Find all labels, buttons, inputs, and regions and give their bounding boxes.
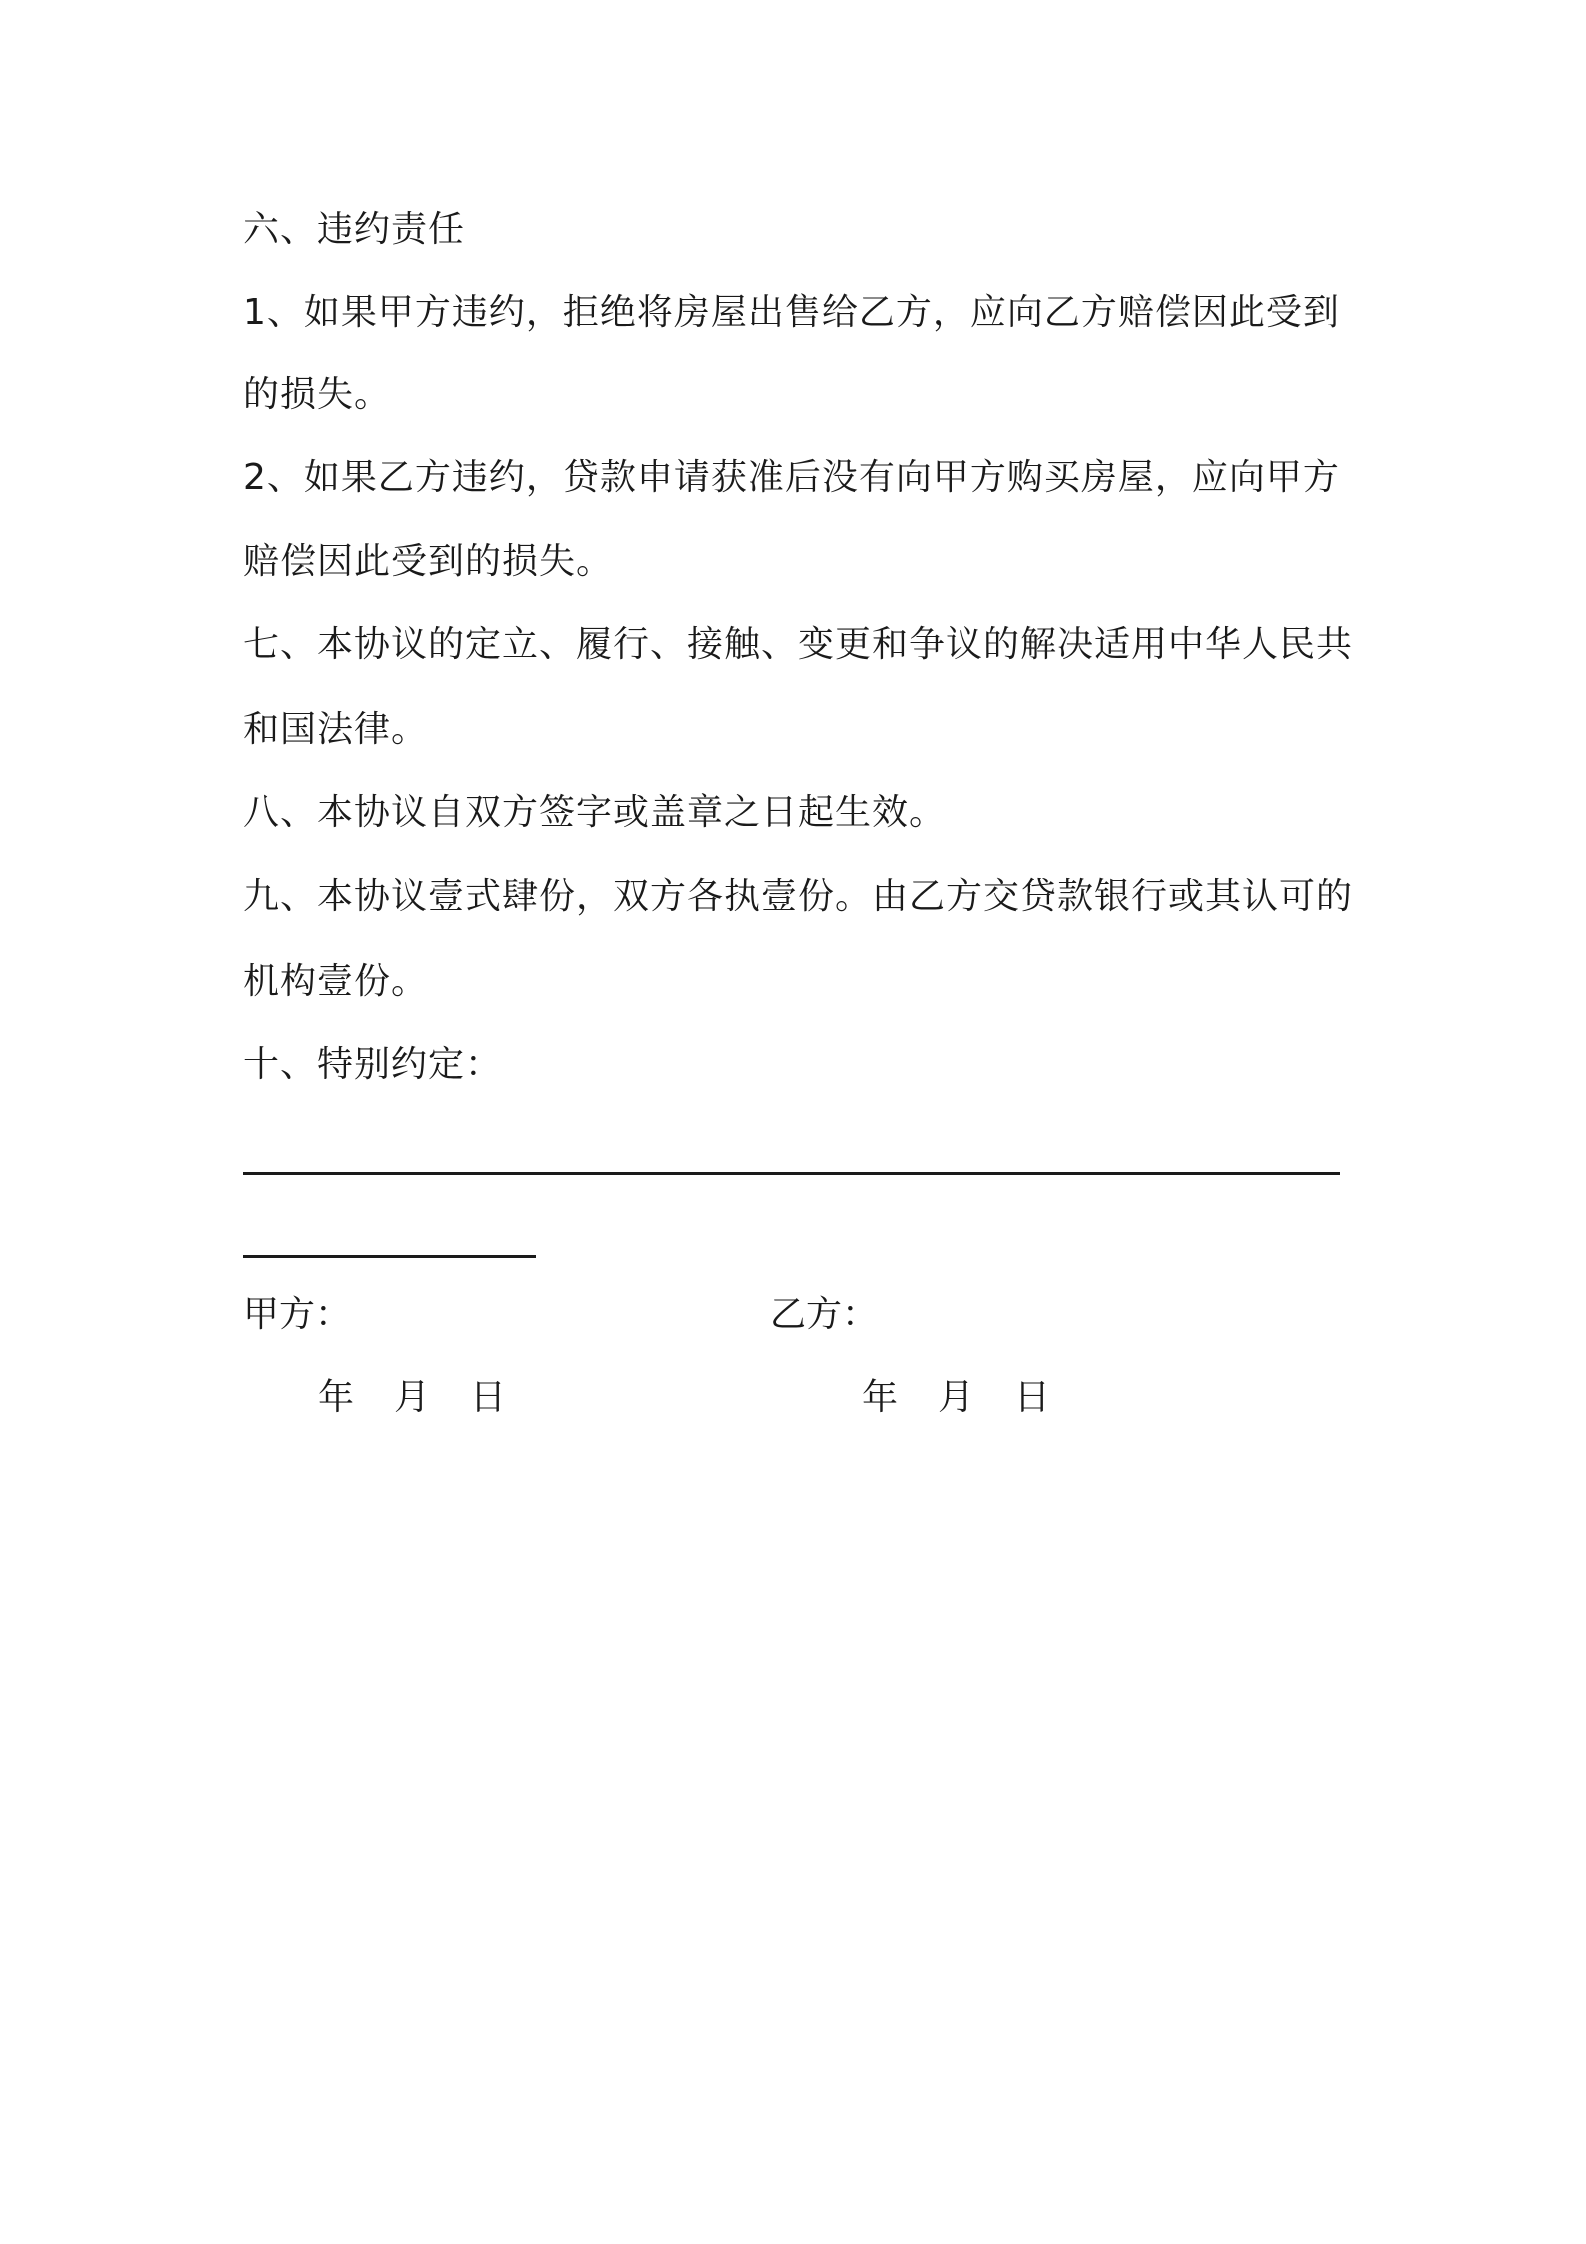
section-7-line-2: 和国法律。 <box>243 709 429 750</box>
party-b-day: 日 <box>1014 1377 1051 1418</box>
section-6-heading: 六、违约责任 <box>243 209 466 250</box>
party-b-date <box>862 1373 1090 1423</box>
clause-2-line-1: 2、如果乙方违约，贷款申请获准后没有向甲方购买房屋，应向甲方 <box>243 457 1340 498</box>
party-a-label: 甲方： <box>243 1294 352 1335</box>
section-10-heading: 十、特别约定： <box>243 1044 503 1085</box>
party-a-month: 月 <box>394 1377 431 1418</box>
party-a-date <box>318 1373 546 1423</box>
section-7-line-1: 七、本协议的定立、履行、接触、变更和争议的解决适用中华人民共 <box>243 624 1354 665</box>
clause-1-line-1: 1、如果甲方违约，拒绝将房屋出售给乙方，应向乙方赔偿因此受到 <box>243 292 1340 333</box>
special-terms-blank-line-2 <box>243 1255 536 1258</box>
party-b-month: 月 <box>938 1377 975 1418</box>
party-a-day: 日 <box>470 1377 507 1418</box>
party-b-label: 乙方： <box>770 1294 879 1335</box>
party-b-year: 年 <box>862 1377 899 1418</box>
special-terms-blank-line-1 <box>243 1172 1340 1175</box>
party-a-year: 年 <box>318 1377 355 1418</box>
clause-2-line-2: 赔偿因此受到的损失。 <box>243 541 614 582</box>
section-9-line-2: 机构壹份。 <box>243 961 429 1002</box>
clause-1-line-2: 的损失。 <box>243 374 392 415</box>
section-9-line-1: 九、本协议壹式肆份，双方各执壹份。由乙方交贷款银行或其认可的 <box>243 876 1354 917</box>
section-8: 八、本协议自双方签字或盖章之日起生效。 <box>243 792 947 833</box>
